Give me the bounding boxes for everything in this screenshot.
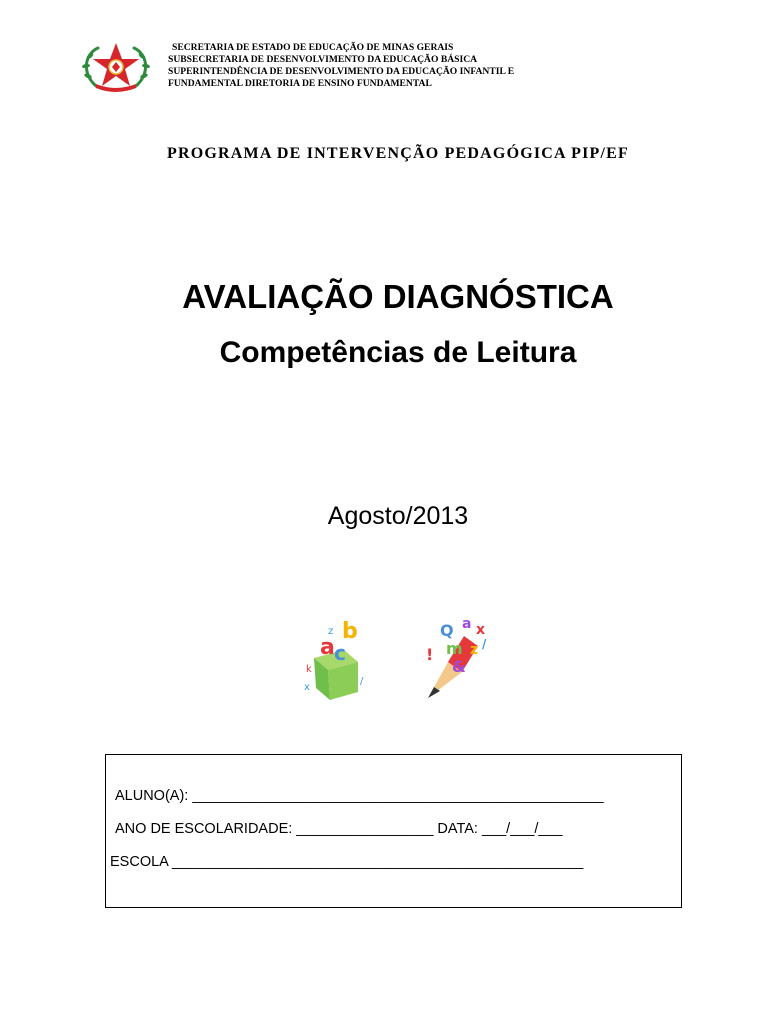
svg-text:a: a — [320, 635, 335, 660]
svg-text:b: b — [342, 619, 358, 644]
grade-date-field: ANO DE ESCOLARIDADE: _________________ DATA: ___/___/___ — [115, 821, 563, 837]
header-line-secretaria: SECRETARIA DE ESTADO DE EDUCAÇÃO DE MINAS GERAIS — [172, 42, 454, 53]
document-subtitle: Competências de Leitura — [219, 336, 577, 369]
svg-text:k: k — [306, 664, 312, 675]
svg-text:a: a — [462, 616, 472, 632]
document-date: Agosto/2013 — [327, 502, 469, 530]
header-line-subsecretaria: SUBSECRETARIA DE DESENVOLVIMENTO DA EDUCAÇÃO BÁSICA — [168, 54, 478, 65]
pencil-letters-clipart — [418, 610, 504, 704]
svg-text:x: x — [304, 682, 310, 693]
svg-text:c: c — [334, 641, 346, 665]
svg-text:z: z — [470, 642, 479, 658]
svg-text:m: m — [446, 639, 463, 658]
svg-text:z: z — [328, 626, 334, 637]
state-coat-of-arms-icon — [78, 40, 154, 92]
school-field: ESCOLA ___________________________________________________ — [110, 854, 584, 870]
svg-text:/: / — [482, 637, 487, 651]
program-title: PROGRAMA DE INTERVENÇÃO PEDAGÓGICA PIP/EF — [167, 145, 629, 162]
header-line-diretoria: FUNDAMENTAL DIRETORIA DE ENSINO FUNDAMENTAL — [168, 78, 432, 89]
student-form-box — [105, 754, 682, 908]
svg-text:/: / — [360, 676, 364, 687]
document-title: AVALIAÇÃO DIAGNÓSTICA — [182, 278, 614, 315]
svg-text:&: & — [452, 657, 466, 676]
header-line-superintendencia: SUPERINTENDÊNCIA DE DESENVOLVIMENTO DA EDUCAÇÃO INFANTIL E — [168, 66, 515, 77]
svg-text:Q: Q — [440, 621, 454, 640]
svg-text:!: ! — [426, 645, 434, 664]
student-name-field: ALUNO(A): ___________________________________________________ — [115, 788, 604, 804]
letters-box-clipart — [300, 612, 380, 704]
svg-text:x: x — [476, 622, 486, 638]
institution-header — [168, 42, 514, 90]
